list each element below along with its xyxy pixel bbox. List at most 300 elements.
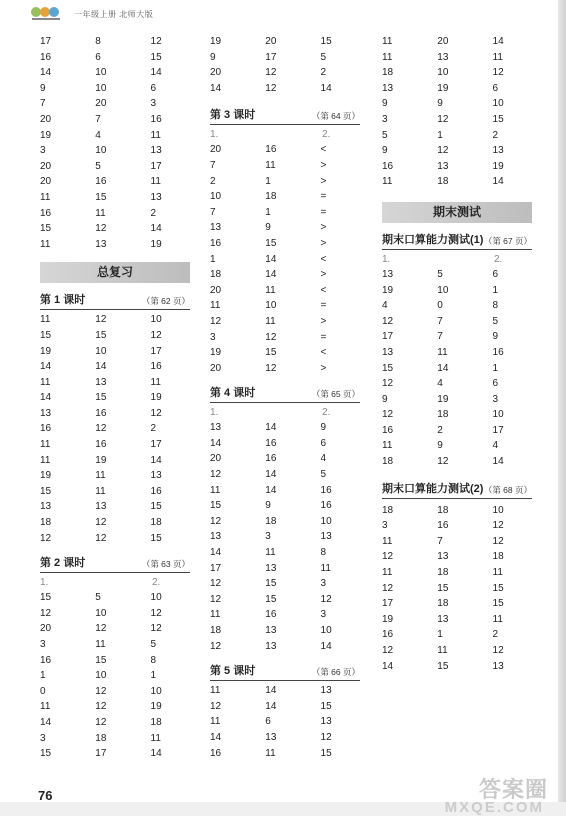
answer-row: [40, 375, 190, 391]
answer-value: 12: [150, 329, 162, 341]
answer-row: [40, 50, 190, 66]
answer-value: 15: [40, 748, 52, 760]
answer-value: 12: [95, 701, 107, 713]
answer-value: 16: [265, 609, 277, 621]
answer-value: 12: [265, 331, 277, 343]
answer-row: [40, 221, 190, 237]
answer-value: 2: [437, 424, 443, 436]
answer-value: 11: [40, 454, 51, 466]
answer-value: 15: [492, 582, 504, 594]
answer-value: 12: [210, 700, 222, 712]
answer-value: 12: [382, 551, 394, 563]
answer-row: [40, 34, 190, 50]
answer-value: 20: [210, 144, 222, 156]
answer-value: 11: [150, 176, 161, 188]
answer-row: [382, 565, 532, 581]
answer-row: [210, 420, 360, 436]
answer-row: [210, 267, 360, 283]
answer-value: 5: [382, 129, 388, 141]
answer-value: 15: [95, 392, 107, 404]
answer-value: 12: [492, 520, 504, 532]
answer-value: 16: [40, 51, 52, 63]
answer-value: 20: [40, 113, 52, 125]
answer-value: 19: [150, 238, 162, 250]
answer-value: 19: [437, 82, 449, 94]
answer-value: 9: [40, 82, 46, 94]
answer-value: 3: [492, 393, 499, 405]
answer-value: 14: [492, 36, 504, 47]
answer-value: 11: [382, 535, 393, 547]
answer-value: 16: [265, 144, 277, 156]
answer-value: 14: [265, 685, 277, 697]
answer-rows: [210, 142, 360, 376]
lesson-header-5: [210, 662, 360, 681]
answer-value: 15: [95, 329, 107, 341]
answer-value: 16: [150, 113, 162, 125]
answer-value: 11: [150, 129, 161, 141]
answer-rows: [210, 683, 360, 761]
answer-value: 10: [492, 98, 504, 110]
answer-row: [40, 406, 190, 422]
lesson-title: 第 4 课时: [210, 387, 256, 400]
answer-value: 12: [382, 409, 394, 421]
answer-value: <: [320, 284, 327, 296]
answer-value: 20: [40, 176, 52, 188]
answer-row: [382, 438, 532, 454]
answer-row: [210, 330, 360, 346]
answer-value: 13: [382, 268, 394, 280]
answer-row: [40, 65, 190, 81]
answer-value: 7: [210, 159, 216, 171]
page-edge: [558, 0, 566, 816]
answer-row: [210, 607, 360, 623]
answer-row: [40, 344, 190, 360]
answer-value: 19: [437, 393, 449, 405]
answer-value: 16: [382, 160, 394, 172]
answer-value: 13: [265, 640, 277, 652]
answer-value: 11: [382, 51, 393, 63]
answer-value: 1: [437, 129, 443, 141]
answer-value: 15: [40, 592, 52, 604]
column-left: [40, 34, 190, 762]
answer-value: 13: [492, 660, 504, 672]
answer-row: [40, 590, 190, 606]
lesson-title: 第 3 课时: [210, 109, 256, 122]
part-label: 2.: [152, 577, 161, 589]
answer-value: 11: [492, 567, 503, 579]
answer-row: [382, 65, 532, 81]
answer-value: 15: [95, 191, 107, 203]
answer-value: 12: [40, 532, 52, 544]
answer-row: [210, 252, 360, 268]
answer-value: 16: [265, 453, 277, 465]
answer-value: 12: [150, 36, 162, 47]
answer-value: 14: [265, 469, 277, 481]
answer-value: 10: [320, 515, 332, 527]
answer-row: [382, 298, 532, 314]
answer-row: [382, 34, 532, 50]
answer-row: [40, 112, 190, 128]
answer-row: [210, 639, 360, 655]
answer-value: <: [320, 253, 327, 265]
answer-value: 14: [210, 547, 222, 559]
answer-row: [40, 174, 190, 190]
answer-value: 17: [382, 331, 394, 343]
answer-value: 11: [382, 36, 393, 47]
answer-value: 15: [40, 223, 52, 235]
answer-value: 9: [265, 500, 271, 512]
answer-value: 5: [150, 639, 157, 650]
section-title-review: 总复习: [40, 262, 190, 283]
answer-value: 19: [210, 347, 222, 359]
answer-value: 10: [95, 345, 107, 357]
answer-value: 12: [382, 645, 394, 656]
answer-value: 10: [437, 67, 449, 79]
answer-value: 14: [265, 484, 277, 496]
answer-value: 5: [95, 160, 101, 172]
answer-value: 18: [437, 598, 449, 610]
answer-value: 1: [210, 253, 216, 265]
answer-value: 11: [40, 376, 51, 388]
answer-row: [210, 81, 360, 97]
answer-row: [210, 467, 360, 483]
answer-value: 11: [382, 567, 393, 579]
answer-value: 17: [95, 748, 107, 760]
answer-row: [210, 545, 360, 561]
answer-value: 5: [320, 51, 327, 63]
answer-row: [40, 499, 190, 515]
answer-value: 9: [437, 440, 443, 452]
answer-value: 14: [210, 437, 222, 449]
answer-value: 13: [437, 613, 449, 625]
answer-value: <: [320, 144, 327, 156]
answer-value: 11: [265, 547, 276, 559]
answer-row: [382, 423, 532, 439]
answer-value: 18: [382, 67, 394, 79]
answer-value: 12: [95, 517, 107, 529]
answer-value: 7: [437, 331, 443, 343]
part-label: 1.: [382, 253, 391, 265]
answer-value: 3: [150, 98, 157, 110]
answer-value: 11: [40, 191, 51, 203]
answer-value: 15: [320, 747, 332, 759]
answer-value: >: [320, 222, 327, 234]
answer-row: [210, 514, 360, 530]
answer-value: 14: [382, 660, 394, 672]
answer-value: 12: [95, 532, 107, 544]
answer-value: 13: [95, 238, 107, 250]
part-labels: [210, 405, 360, 420]
answer-row: [382, 503, 532, 519]
answer-value: 6: [320, 437, 327, 449]
answer-value: 18: [95, 732, 107, 744]
answer-row: [382, 159, 532, 175]
answer-value: 13: [265, 731, 277, 743]
answer-value: 10: [150, 592, 162, 604]
answer-value: 15: [150, 532, 162, 544]
answer-row: [210, 205, 360, 221]
answer-row: [382, 612, 532, 628]
answer-value: 15: [150, 51, 162, 63]
page-number: 76: [38, 788, 53, 803]
answer-value: 11: [210, 716, 221, 728]
answer-row: [40, 453, 190, 469]
answer-value: 3: [40, 732, 46, 744]
answer-value: 14: [265, 422, 277, 434]
answer-row: [382, 361, 532, 377]
answer-value: 2: [320, 67, 327, 79]
lesson-title: 第 5 课时: [210, 665, 256, 678]
answer-value: 11: [210, 685, 221, 697]
answer-rows: [40, 34, 190, 252]
watermark-site: MXQE.COM: [444, 799, 544, 816]
answer-value: 11: [40, 439, 51, 451]
answer-value: 12: [382, 378, 394, 390]
answer-value: 16: [210, 237, 222, 249]
answer-value: >: [320, 175, 327, 187]
answer-row: [382, 314, 532, 330]
answer-value: 13: [382, 82, 394, 94]
answer-value: 13: [150, 145, 162, 157]
answer-value: 11: [150, 376, 161, 388]
answer-row: [210, 142, 360, 158]
publisher-logo-icon: [30, 4, 64, 22]
test-header-1: [382, 231, 532, 250]
answer-value: 10: [210, 191, 222, 203]
answer-value: 14: [265, 253, 277, 265]
answer-value: 14: [95, 361, 107, 373]
answer-row: [382, 112, 532, 128]
answer-value: 14: [492, 456, 504, 468]
answer-rows: [382, 267, 532, 470]
answer-row: [382, 659, 532, 675]
answer-value: 13: [437, 160, 449, 172]
answer-row: [382, 627, 532, 643]
answer-value: >: [320, 362, 327, 374]
answer-value: 14: [40, 392, 52, 404]
answer-value: 16: [265, 437, 277, 449]
answer-value: 18: [265, 515, 277, 527]
answer-value: 7: [95, 113, 101, 125]
section-title-final-test: 期末测试: [382, 202, 532, 223]
part-label: 1.: [40, 577, 49, 589]
answer-value: 14: [320, 82, 332, 94]
answer-value: 18: [210, 269, 222, 281]
answer-value: 20: [210, 453, 222, 465]
answer-value: 12: [150, 607, 162, 619]
answer-row: [40, 668, 190, 684]
lesson-header-2: [40, 554, 190, 573]
answer-value: 7: [40, 98, 46, 110]
answer-value: 10: [95, 82, 107, 94]
lesson-header-3: [210, 106, 360, 125]
answer-value: 10: [492, 409, 504, 421]
answer-row: [40, 190, 190, 206]
answer-value: 12: [210, 515, 222, 527]
answer-value: 12: [437, 145, 449, 157]
answer-value: 12: [382, 582, 394, 594]
part-labels: [382, 252, 532, 267]
page-reference: （第 65 页）: [311, 389, 360, 400]
answer-value: 11: [437, 645, 448, 656]
answer-rows: [210, 420, 360, 654]
answer-value: 1: [437, 629, 443, 641]
answer-value: 14: [150, 67, 162, 79]
answer-value: 5: [95, 592, 101, 604]
answer-value: 0: [40, 685, 46, 697]
answer-row: [210, 345, 360, 361]
answer-value: 14: [265, 700, 277, 712]
answer-value: 0: [437, 300, 443, 312]
answer-row: [382, 392, 532, 408]
answer-value: 10: [95, 670, 107, 682]
page-reference: （第 67 页）: [483, 235, 532, 246]
answer-value: 6: [492, 378, 499, 390]
answer-value: 12: [437, 113, 449, 125]
answer-value: 9: [382, 393, 388, 405]
answer-value: 13: [320, 531, 332, 543]
answer-row: [210, 65, 360, 81]
answer-value: 16: [40, 654, 52, 666]
answer-value: 12: [492, 535, 504, 547]
answer-value: 20: [437, 36, 449, 47]
answer-value: 15: [492, 598, 504, 610]
answer-row: [382, 329, 532, 345]
answer-value: 15: [437, 660, 449, 672]
answer-row: [210, 158, 360, 174]
answer-value: 14: [210, 731, 222, 743]
answer-value: 20: [40, 160, 52, 172]
answer-row: [210, 498, 360, 514]
answer-rows: [382, 503, 532, 675]
answer-value: 17: [40, 36, 52, 47]
answer-value: 15: [40, 329, 52, 341]
answer-row: [382, 407, 532, 423]
answer-row: [382, 518, 532, 534]
page-reference: （第 63 页）: [141, 559, 190, 570]
answer-value: 18: [492, 551, 504, 563]
page-reference: （第 68 页）: [483, 484, 532, 495]
answer-value: 12: [210, 469, 222, 481]
answer-row: [40, 637, 190, 653]
answer-row: [382, 283, 532, 299]
answer-rows: [40, 590, 190, 762]
answer-value: 16: [320, 500, 332, 512]
answer-value: 11: [95, 207, 106, 219]
answer-value: 18: [382, 456, 394, 468]
answer-value: 12: [150, 407, 162, 419]
answer-rows: [382, 34, 532, 190]
answer-value: 10: [95, 67, 107, 79]
answer-value: 3: [320, 609, 327, 621]
answer-row: [210, 283, 360, 299]
answer-value: 19: [492, 160, 504, 172]
answer-value: 14: [210, 82, 222, 94]
answer-value: 11: [492, 613, 503, 625]
answer-row: [382, 81, 532, 97]
answer-row: [382, 454, 532, 470]
answer-value: 12: [210, 640, 222, 652]
answer-value: 20: [40, 623, 52, 635]
answer-value: 13: [40, 501, 52, 513]
answer-value: =: [320, 206, 327, 218]
answer-value: 15: [265, 347, 277, 359]
answer-value: 14: [40, 67, 52, 79]
answer-value: 1: [265, 175, 271, 187]
answer-value: 11: [40, 314, 51, 326]
test-header-2: [382, 480, 532, 499]
answer-rows: [210, 34, 360, 96]
answer-row: [40, 328, 190, 344]
answer-value: 18: [150, 716, 162, 728]
lesson-title: 第 2 课时: [40, 557, 86, 570]
answer-value: 19: [382, 613, 394, 625]
answer-value: >: [320, 315, 327, 327]
column-middle: [210, 34, 360, 761]
answer-value: 10: [492, 504, 504, 516]
answer-value: 18: [40, 517, 52, 529]
lesson-header-4: [210, 384, 360, 403]
answer-value: 2: [492, 629, 499, 641]
answer-value: 3: [40, 145, 46, 157]
page-reference: （第 64 页）: [311, 111, 360, 122]
answer-row: [382, 581, 532, 597]
answer-value: 15: [40, 485, 52, 497]
answer-value: =: [320, 300, 327, 312]
answer-value: 15: [320, 700, 332, 712]
answer-value: 10: [437, 284, 449, 296]
part-labels: [210, 127, 360, 142]
answer-rows: [40, 312, 190, 546]
answer-value: 12: [210, 593, 222, 605]
answer-value: 18: [437, 176, 449, 188]
answer-value: 19: [40, 470, 52, 482]
page-reference: （第 62 页）: [141, 296, 190, 307]
answer-row: [210, 436, 360, 452]
answer-value: 4: [492, 440, 499, 452]
answer-value: 12: [265, 82, 277, 94]
answer-value: 5: [437, 268, 443, 280]
answer-value: 13: [150, 191, 162, 203]
answer-value: 18: [437, 567, 449, 579]
answer-value: =: [320, 191, 327, 203]
answer-value: 10: [320, 625, 332, 636]
book-info: 一年级上册 北师大版: [74, 10, 154, 19]
answer-value: 2: [492, 129, 499, 141]
answer-value: 11: [40, 701, 51, 713]
answer-value: 18: [382, 504, 394, 516]
answer-row: [382, 96, 532, 112]
answer-row: [210, 361, 360, 377]
answer-value: 10: [265, 300, 277, 312]
answer-value: 19: [40, 345, 52, 357]
answer-row: [40, 312, 190, 328]
answer-value: 14: [265, 269, 277, 281]
answer-value: 13: [437, 551, 449, 563]
answer-row: [210, 189, 360, 205]
answer-row: [382, 596, 532, 612]
answer-row: [382, 267, 532, 283]
answer-value: <: [320, 347, 327, 359]
answer-value: 14: [437, 362, 449, 374]
answer-value: 12: [320, 731, 332, 743]
answer-value: 13: [95, 501, 107, 513]
answer-row: [210, 34, 360, 50]
answer-row: [40, 684, 190, 700]
answer-value: 10: [95, 145, 107, 157]
answer-row: [40, 96, 190, 112]
answer-value: 18: [150, 517, 162, 529]
